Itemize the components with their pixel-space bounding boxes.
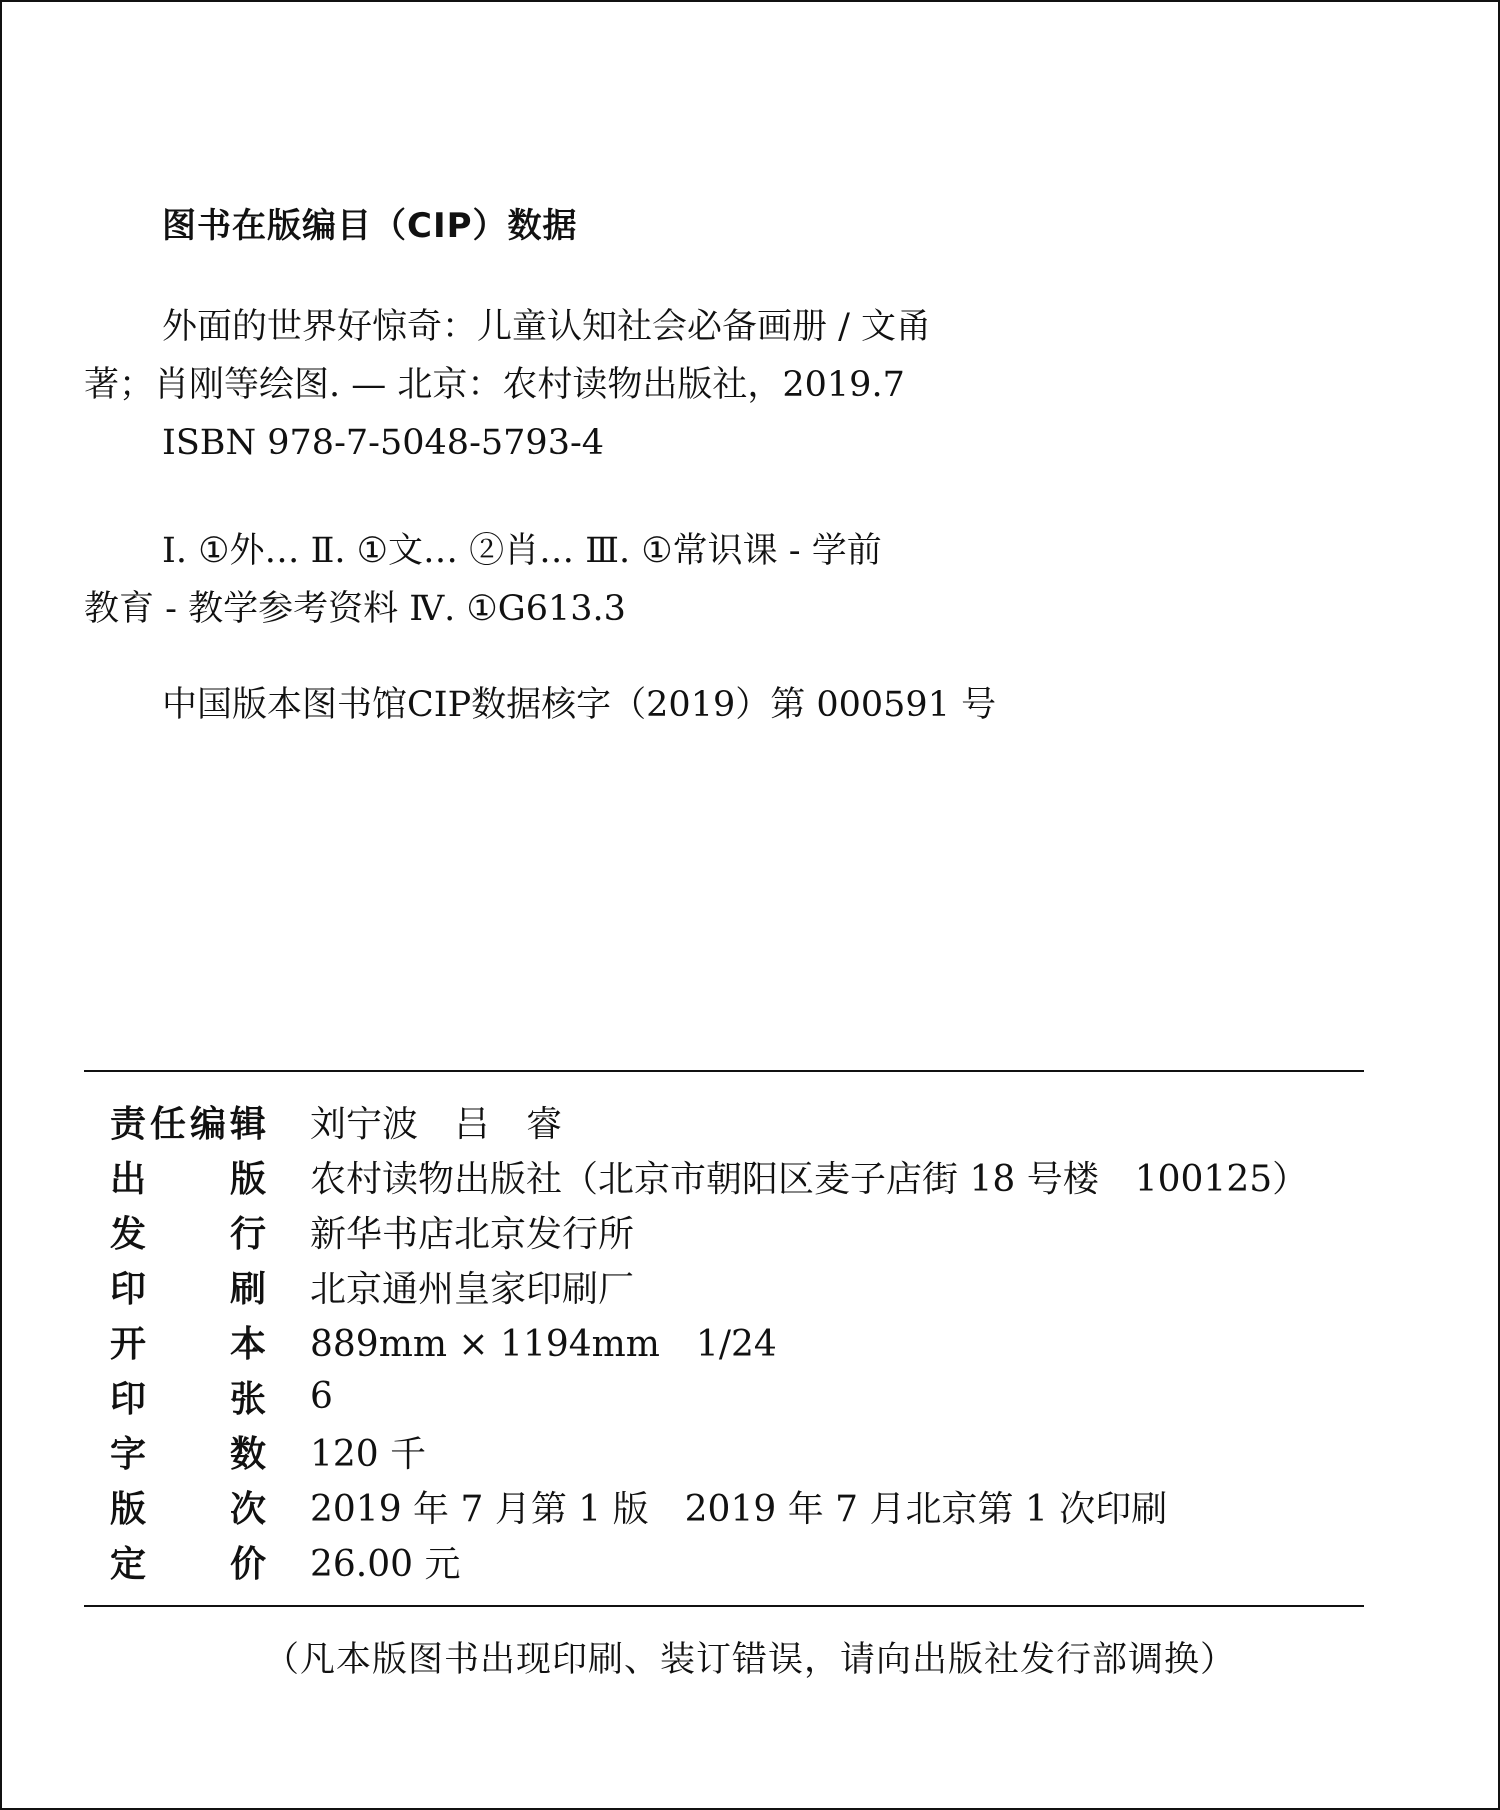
colophon-row-printer <box>110 1259 1308 1314</box>
cip-description-text-1: 外面的世界好惊奇：儿童认知社会必备画册 / 文甬 <box>162 307 932 347</box>
colophon-label: 责任编辑 <box>110 1104 266 1145</box>
colophon-value: 新华书店北京发行所 <box>310 1214 635 1255</box>
cip-classification-text-1: Ⅰ. ①外… Ⅱ. ①文… ②肖… Ⅲ. ①常识课 - 学前 <box>162 531 882 571</box>
colophon-row-sheets <box>110 1369 1308 1424</box>
colophon-label: 印张 <box>110 1379 266 1420</box>
colophon-row-distributor <box>110 1204 1308 1259</box>
colophon-table <box>110 1094 1308 1589</box>
top-divider <box>84 1070 1364 1072</box>
cip-classification-line-2: 教育 - 教学参考资料 Ⅳ. ①G613.3 <box>84 589 626 629</box>
replacement-notice: （凡本版图书出现印刷、装订错误，请向出版社发行部调换） <box>263 1640 1236 1680</box>
colophon-row-format <box>110 1314 1308 1369</box>
colophon-value: 889mm × 1194mm 1/24 <box>310 1324 777 1365</box>
colophon-value: 2019 年 7 月第 1 版 2019 年 7 月北京第 1 次印刷 <box>310 1489 1168 1530</box>
colophon-row-edition <box>110 1479 1308 1534</box>
colophon-value: 120 千 <box>310 1434 427 1475</box>
colophon-value: 26.00 元 <box>310 1544 461 1585</box>
cip-description-line-3 <box>84 414 931 472</box>
colophon-label: 印刷 <box>110 1269 266 1310</box>
colophon-row-word-count <box>110 1424 1308 1479</box>
bottom-divider <box>84 1605 1364 1607</box>
cip-description-line-2: 著；肖刚等绘图. — 北京：农村读物出版社，2019.7 <box>84 365 905 405</box>
colophon-label: 定价 <box>110 1544 266 1585</box>
cip-classification <box>84 522 882 638</box>
colophon-label: 字数 <box>110 1434 266 1475</box>
cip-classification-line-1 <box>84 522 882 580</box>
colophon-label: 出版 <box>110 1159 266 1200</box>
colophon-label: 版次 <box>110 1489 266 1530</box>
colophon-value: 北京通州皇家印刷厂 <box>310 1269 635 1310</box>
isbn: ISBN 978-7-5048-5793-4 <box>162 423 605 463</box>
colophon-label: 发行 <box>110 1214 266 1255</box>
colophon-label: 开本 <box>110 1324 266 1365</box>
cip-number: 中国版本图书馆CIP数据核字（2019）第 000591 号 <box>162 685 997 725</box>
colophon-value: 刘宁波 吕 睿 <box>310 1104 563 1145</box>
cip-description <box>84 298 931 472</box>
colophon-row-price <box>110 1534 1308 1589</box>
colophon-value: 农村读物出版社（北京市朝阳区麦子店街 18 号楼 100125） <box>310 1159 1309 1200</box>
colophon-row-editor <box>110 1094 1308 1149</box>
colophon-value: 6 <box>310 1376 333 1417</box>
colophon-row-publisher <box>110 1149 1308 1204</box>
cip-description-line-1 <box>84 298 931 356</box>
cip-heading: 图书在版编目（CIP）数据 <box>162 206 578 246</box>
